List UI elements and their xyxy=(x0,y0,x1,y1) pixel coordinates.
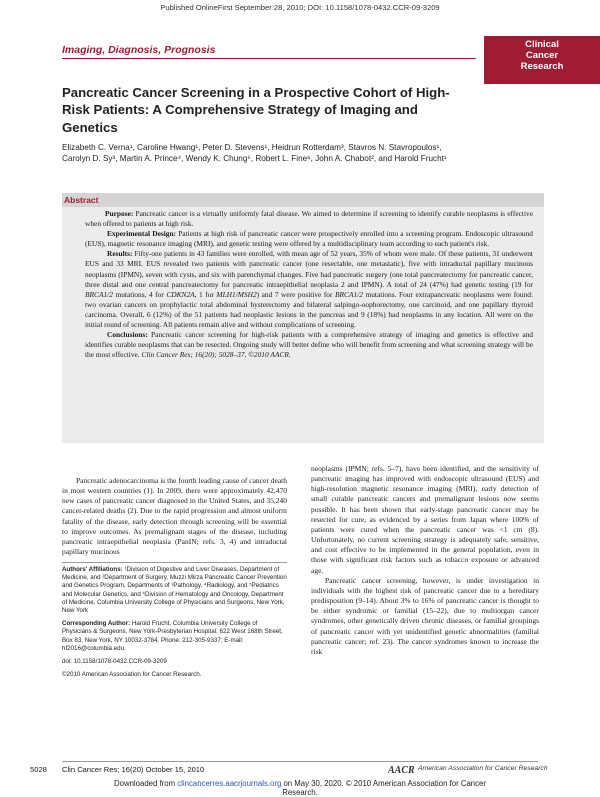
download-line-2: Research. xyxy=(282,788,318,797)
abstract-purpose xyxy=(85,209,533,229)
author-list xyxy=(62,142,552,164)
abstract-design xyxy=(85,229,533,249)
download-notice xyxy=(0,779,600,797)
gene-name: MLH1/MSH2 xyxy=(216,289,257,299)
svg-text:AACR: AACR xyxy=(388,765,415,776)
journal-badge-line-2: Cancer xyxy=(525,50,559,61)
aacr-logo xyxy=(388,763,548,776)
purpose-text: Pancreatic cancer is a virtually uniformly fatal disease. We aimed to determine if screening to identify curable neoplasms is effective when offered to patients at high risk. xyxy=(85,209,533,229)
results-text-a: Fifty-one patients in 43 families were enrolled, with mean age of 52 years, 35% of whom were male. Of these patients, 31 underwent EUS and 33 MRI. EUS revealed two patients with pancreatic cancer (one resectable, one metastatic), five with intraductal papillary mucinous neoplasms (IPMN), seven with cysts, and six with parenchymal changes. Five had pancreatic surgery (one total pancreatectomy for pancreatic cancer, three distal and one central pancreatectomy for pancreatic intraepithelial neoplasia 2 and IPMN). A total of 24 (47%) had genetic testing (19 for xyxy=(85,249,533,289)
abstract-body xyxy=(85,209,533,360)
results-label: Results: xyxy=(107,249,133,259)
journal-badge xyxy=(484,36,600,84)
body-paragraph: neoplasms (IPMN; refs. 5–7), have been identified, and the sensitivity of pancreatic imaging has improved with endoscopic ultrasound (EUS) and high-resolution magnetic resonance imaging (MRI), early detection of small curable pancreatic cancers and premalignant lesions now seems possible. It has been shown that early-stage pancreatic cancer may be resected for cure, as evidenced by a series from Japan where 100% of patients were cured when the pancreatic cancer was <1 cm (8). Unfortunately, no current screening strategy is adequately safe, sensitive, and cost effective to be implemented in the general population, even in those with significant risk factors such as tobacco exposure or advanced age. xyxy=(311,464,539,575)
page-number: 5028 xyxy=(30,765,47,774)
footer-rule xyxy=(62,761,538,762)
conclusions-label: Conclusions: xyxy=(107,330,148,340)
body-column-right xyxy=(311,464,539,657)
gene-name: BRCA1/2 xyxy=(335,289,363,299)
journal-citation: Clin Cancer Res; 16(20) October 15, 2010 xyxy=(62,765,205,774)
corresponding-author xyxy=(62,620,287,653)
aacr-logo-text: American Association for Cancer Research xyxy=(418,765,548,772)
results-text-c: , 1 for xyxy=(194,289,217,299)
affiliations-block xyxy=(62,566,287,684)
design-label: Experimental Design: xyxy=(107,229,177,239)
purpose-label: Purpose: xyxy=(105,209,134,218)
affiliations-text: ¹Division of Digestive and Liver Diseases, Department of Medicine, and ²Department of Surgery, Muzzi Mirza Pancreatic Cancer Prevention and Genetics Program, Departments of ³Pathology, ⁴Radiology, and ⁵Pediatrics and Molecular Genetics, and ⁶Division of Hematology and Oncology, Department of Medicine, Columbia University College of Physicians and Surgeons, New York, New York xyxy=(62,566,287,615)
section-rule xyxy=(62,58,476,59)
results-text-e: mutations. Four extrapancreatic neoplasms were found: two ovarian cancers on prophylactic total abdominal hysterectomy and bilateral salpingo-oophorectomy, one carcinoid, and one papillary thyroid carcinoma. Overall, 6 (12%) of the 51 patients had neoplastic lesions in the pancreas and 9 (18%) had neoplasms in any location. All were on the initial round of screening. All patients remain alive and without complications of screening. xyxy=(85,289,533,330)
section-heading: Imaging, Diagnosis, Prognosis xyxy=(62,44,216,56)
download-suffix: on May 30, 2020. © 2010 American Association for Cancer xyxy=(281,779,486,788)
download-link[interactable]: clincancerres.aacrjournals.org xyxy=(177,779,282,788)
abstract-results xyxy=(85,249,533,330)
design-text: Patients at high risk of pancreatic cancer were prospectively enrolled into a screening program. Endoscopic ultrasound (EUS), magnetic resonance imaging (MRI), and genetic testing were offered by a multidisciplinary team according to each patient's risk. xyxy=(85,229,533,249)
author-line-2: Carolyn D. Sy³, Martin A. Prince⁴, Wendy K. Chung⁵, Robert L. Fine⁶, John A. Chabot², and Harold Frucht¹ xyxy=(62,154,447,163)
results-text-d: ) and 7 were positive for xyxy=(256,289,335,299)
article-doi: doi: 10.1158/1078-0432.CCR-09-3209 xyxy=(62,658,167,666)
gene-name: CDKN2A xyxy=(166,289,195,299)
authors-affiliations xyxy=(62,566,287,615)
conclusions-text: Pancreatic cancer screening for high-risk patients with a comprehensive strategy of imaging and genetics is effective and identifies curable neoplasms that can be resected. Ongoing study will better define who will benefit from screening and what screening strategy will be the most effective. xyxy=(85,330,533,360)
results-text-b: mutations, 4 for xyxy=(112,289,167,299)
journal-badge-line-3: Research xyxy=(520,61,564,72)
body-column-left xyxy=(62,476,287,557)
author-line-1: Elizabeth C. Verna¹, Caroline Hwang¹, Peter D. Stevens¹, Heidrun Rotterdam³, Stavros N. Stavropoulos¹, xyxy=(62,143,442,152)
affiliations-rule xyxy=(62,562,287,563)
body-paragraph: Pancreatic cancer screening, however, is under investigation in individuals with the highest risk of pancreatic cancer due to a hereditary predisposition (9–14). About 3% to 16% of pancreatic cancer is thought to be either syndromic or familial (15–22), due to multiorgan cancer syndromes, other genetically driven chronic diseases, or familial groupings of pancreatic cancer with yet unidentified genetic abnormalities (familial pancreatic cancer; ref. 23). The cancer syndromes known to increase the risk xyxy=(311,575,539,656)
corresponding-label: Corresponding Author: xyxy=(62,620,131,628)
body-paragraph: Pancreatic adenocarcinoma is the fourth leading cause of cancer death in most western countries (1). In 2009, there were approximately 42,470 new cases of pancreatic cancer diagnosed in the United States, and 35,240 cancer-related deaths (2). Due to the rapid progression and almost uniform fatality of the disease, early detection through screening will be essential to improve outcomes. As premalignant stages of the disease, including pancreatic intraepithelial neoplasia (PanIN; refs. 3, 4) and intraductal papillary mucinous xyxy=(62,476,287,557)
download-line-1 xyxy=(0,779,600,788)
gene-name: BRCA1/2 xyxy=(85,289,113,299)
copyright-note: ©2010 American Association for Cancer Research. xyxy=(62,671,202,679)
abstract-heading: Abstract xyxy=(62,193,544,207)
abstract-citation: Clin Cancer Res; 16(20); 5028–37. ©2010 AACR. xyxy=(139,350,291,360)
download-prefix: Downloaded from xyxy=(114,779,178,788)
article-title: Pancreatic Cancer Screening in a Prospective Cohort of High-Risk Patients: A Comprehensive Strategy of Imaging and Genetics xyxy=(62,85,450,135)
abstract-conclusions xyxy=(85,330,533,360)
published-online-line: Published OnlineFirst September 28, 2010; DOI: 10.1158/1078-0432.CCR-09-3209 xyxy=(160,3,440,12)
affiliations-label: Authors' Affiliations: xyxy=(62,566,123,573)
journal-badge-line-1: Clinical xyxy=(525,39,559,50)
corresponding-text: Harold Frucht, Columbia University College of Physicians & Surgeons, New York-Presbyterian Hospital, 622 West 168th Street, Box 83, New York, NY 10032-3784. Phone: 212-305-9337; E-mail: hf2016@columbia.edu. xyxy=(62,620,283,652)
